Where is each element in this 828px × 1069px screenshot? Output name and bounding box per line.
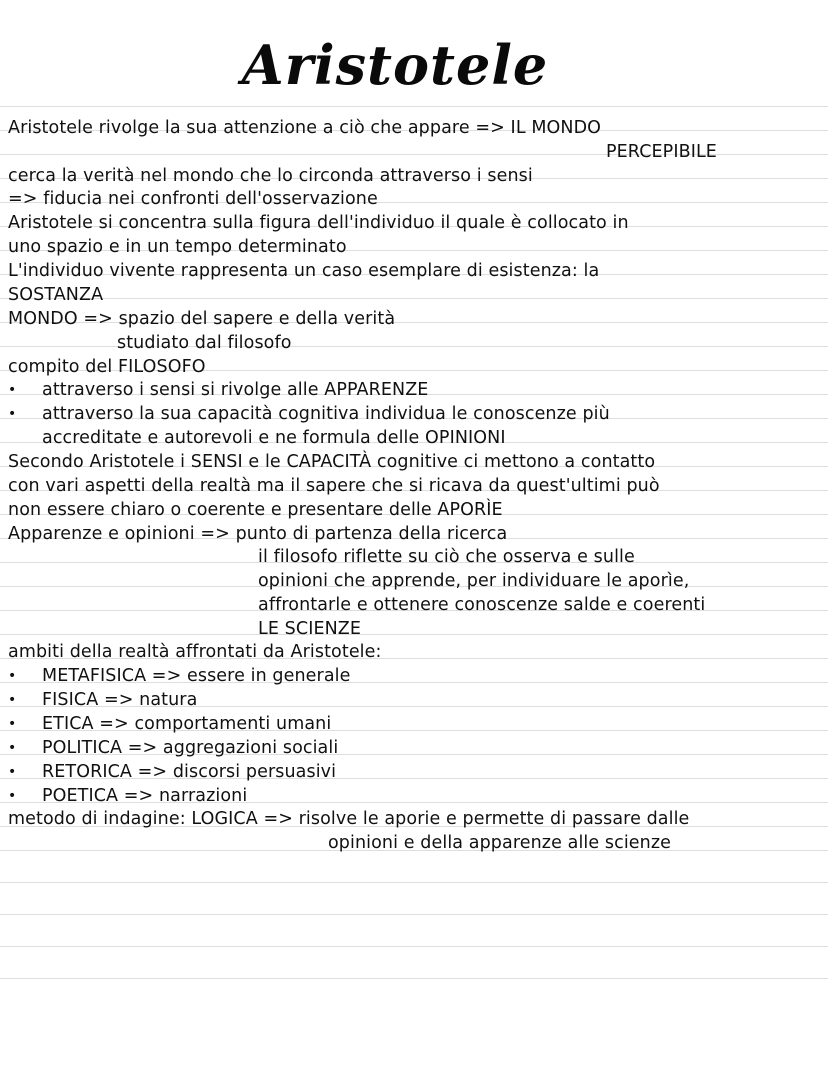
rule (0, 106, 828, 107)
text-line: Aristotele si concentra sulla figura dell'individuo il quale è collocato in (8, 213, 629, 233)
bullet-icon: • (8, 716, 17, 732)
rule (0, 882, 828, 883)
text-line: PERCEPIBILE (606, 142, 717, 162)
rule (0, 914, 828, 915)
list-item: attraverso i sensi si rivolge alle APPARENZE (42, 380, 429, 400)
list-item: ETICA => comportamenti umani (42, 714, 332, 734)
bullet-icon: • (8, 740, 17, 756)
bullet-icon: • (8, 668, 17, 684)
list-item: METAFISICA => essere in generale (42, 666, 351, 686)
bullet-icon: • (8, 382, 17, 398)
text-line: con vari aspetti della realtà ma il sapere che si ricava da quest'ultimi può (8, 476, 660, 496)
bullet-icon: • (8, 788, 17, 804)
text-line: Aristotele rivolge la sua attenzione a ciò che appare => IL MONDO (8, 118, 602, 138)
list-item: RETORICA => discorsi persuasivi (42, 762, 337, 782)
text-line: SOSTANZA (8, 285, 104, 305)
text-line: compito del FILOSOFO (8, 357, 206, 377)
bullet-icon: • (8, 406, 17, 422)
rule (0, 978, 828, 979)
list-item: FISICA => natura (42, 690, 198, 710)
page-title: Aristotele (241, 33, 549, 97)
rule (0, 298, 828, 299)
text-line: non essere chiaro o coerente e presentare delle APORÌE (8, 500, 503, 520)
list-item: POETICA => narrazioni (42, 786, 248, 806)
list-item: POLITICA => aggregazioni sociali (42, 738, 339, 758)
text-line: affrontarle e ottenere conoscenze salde e coerenti (258, 595, 706, 615)
text-line: LE SCIENZE (258, 619, 362, 639)
text-line: opinioni e della apparenze alle scienze (328, 833, 672, 853)
text-line: studiato dal filosofo (117, 333, 292, 353)
text-line: cerca la verità nel mondo che lo circonda attraverso i sensi (8, 166, 533, 186)
text-line: => fiducia nei confronti dell'osservazione (8, 189, 378, 209)
text-line: uno spazio e in un tempo determinato (8, 237, 347, 257)
text-line: L'individuo vivente rappresenta un caso esemplare di esistenza: la (8, 261, 600, 281)
text-line: il filosofo riflette su ciò che osserva e sulle (258, 547, 635, 567)
text-line: accreditate e autorevoli e ne formula delle OPINIONI (42, 428, 506, 448)
bullet-icon: • (8, 764, 17, 780)
rule (0, 946, 828, 947)
text-line: opinioni che apprende, per individuare le aporìe, (258, 571, 690, 591)
list-item: attraverso la sua capacità cognitiva individua le conoscenze più (42, 404, 610, 424)
text-line: ambiti della realtà affrontati da Aristotele: (8, 642, 382, 662)
text-line: Apparenze e opinioni => punto di partenza della ricerca (8, 524, 508, 544)
rule (0, 634, 828, 635)
text-line: MONDO => spazio del sapere e della verità (8, 309, 396, 329)
text-line: Secondo Aristotele i SENSI e le CAPACITÀ cognitive ci mettono a contatto (8, 452, 656, 472)
bullet-icon: • (8, 692, 17, 708)
text-line: metodo di indagine: LOGICA => risolve le aporie e permette di passare dalle (8, 809, 690, 829)
